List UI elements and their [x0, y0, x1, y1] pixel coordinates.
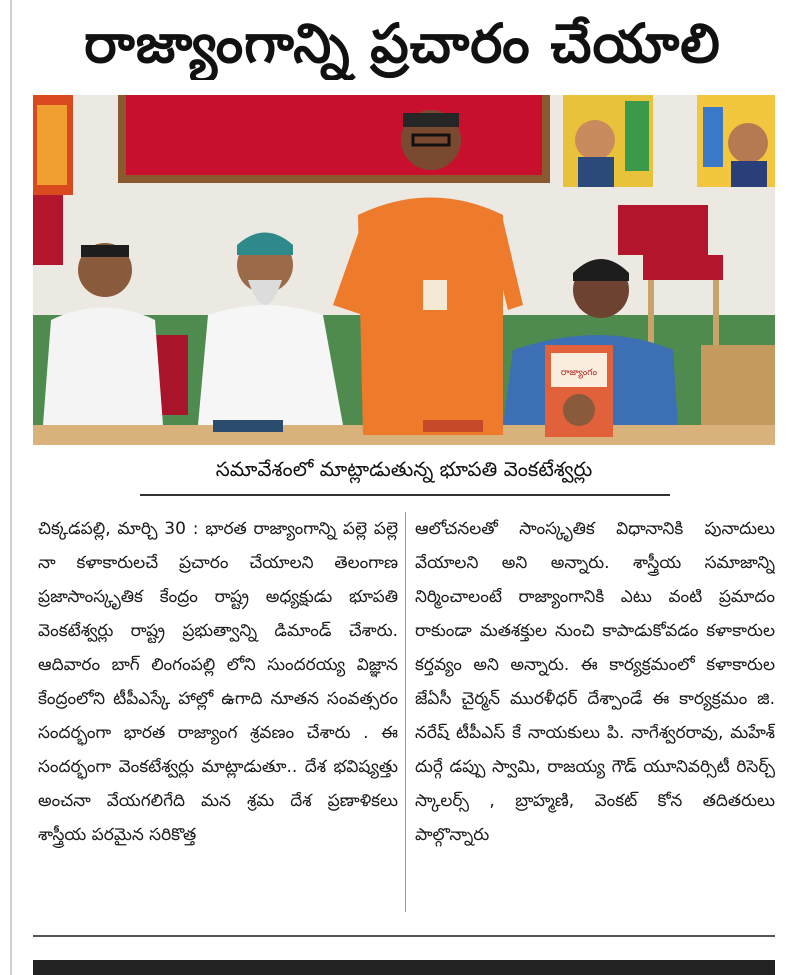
column-divider	[405, 512, 406, 912]
article-headline: రాజ్యాంగాన్ని ప్రచారం చేయాలి	[84, 12, 721, 75]
news-photo	[33, 95, 775, 445]
person-2-shirt	[198, 305, 343, 425]
red-banner	[126, 95, 542, 175]
held-card	[423, 280, 447, 310]
next-article-strip	[33, 960, 775, 975]
red-chair-right-back	[618, 205, 708, 255]
article-body-right-column: ఆలోచనలతో సాంస్కృతిక విధానానికి పునాదులు వేయాలని అని అన్నారు. శాస్త్రీయ సమాజాన్ని నిర్మించాలంటే రాజ్యాంగానికి ఎటు వంటి ప్రమాదం రాకుండా మతశక్తుల నుంచి కాపాడుకోవడం కళాకారుల కర్తవ్యం అని అన్నారు. ఈ కార్యక్రమంలో కళాకారుల జేఏసీ చైర్మన్ మురళీధర్ దేశ్పాండే ఈ కార్యక్రమం జి. నరేష్ టీపీఎస్ కే నాయకులు పి. నాగేశ్వరరావు, మహేశ్ దుర్గే డప్పు స్వామి, రాజయ్య గౌడ్ యూనివర్సిటీ రిసెర్చ్ స్కాలర్స్ , బ్రాహ్మణి, వెంకట్ కోన తదితరులు పాల్గొన్నారు	[415, 519, 775, 845]
person-1-shirt	[43, 308, 163, 426]
photo-caption: సమావేశంలో మాట్లాడుతున్న భూపతి వెంకటేశ్వర్లు	[215, 457, 593, 481]
book-title: రాజ్యాంగం	[560, 368, 598, 378]
article-body-left-column: చిక్కడపల్లి, మార్చి 30 : భారత రాజ్యాంగాన్ని పల్లె పల్లె నా కళాకారులచే ప్రచారం చేయాలని తెలంగాణ ప్రజాసాంస్కృతిక కేంద్రం రాష్ట్ర అధ్యక్షుడు భూపతి వెంకటేశ్వర్లు రాష్ట్ర ప్రభుత్వాన్ని డిమాండ్ చేశారు. ఆదివారం బాగ్ లింగంపల్లి లోని సుందరయ్య విజ్ఞాన కేంద్రంలోని టీపీఎస్కే హాల్లో ఉగాది నూతన సంవత్సరం సందర్భంగా భారత రాజ్యాంగ శ్రవణం చేశారు . ఈ సందర్భంగా వెంకటేశ్వర్లు మాట్లాడుతూ.. దేశ భవిష్యత్తు అంచనా వేయగలిగేది మన శ్రమ దేశ ప్రణాళికలు శాస్త్రీయ పరమైన సరికొత్త	[38, 519, 398, 845]
person-3-kurta	[358, 198, 503, 436]
photo-illustration	[33, 95, 775, 445]
red-chair-left	[33, 195, 63, 265]
caption-divider	[140, 494, 670, 496]
red-chair-right-seat	[643, 255, 723, 280]
bottom-divider	[33, 935, 775, 937]
page-margin-rule	[10, 0, 12, 975]
table-book	[213, 420, 283, 432]
table-book	[423, 420, 483, 432]
